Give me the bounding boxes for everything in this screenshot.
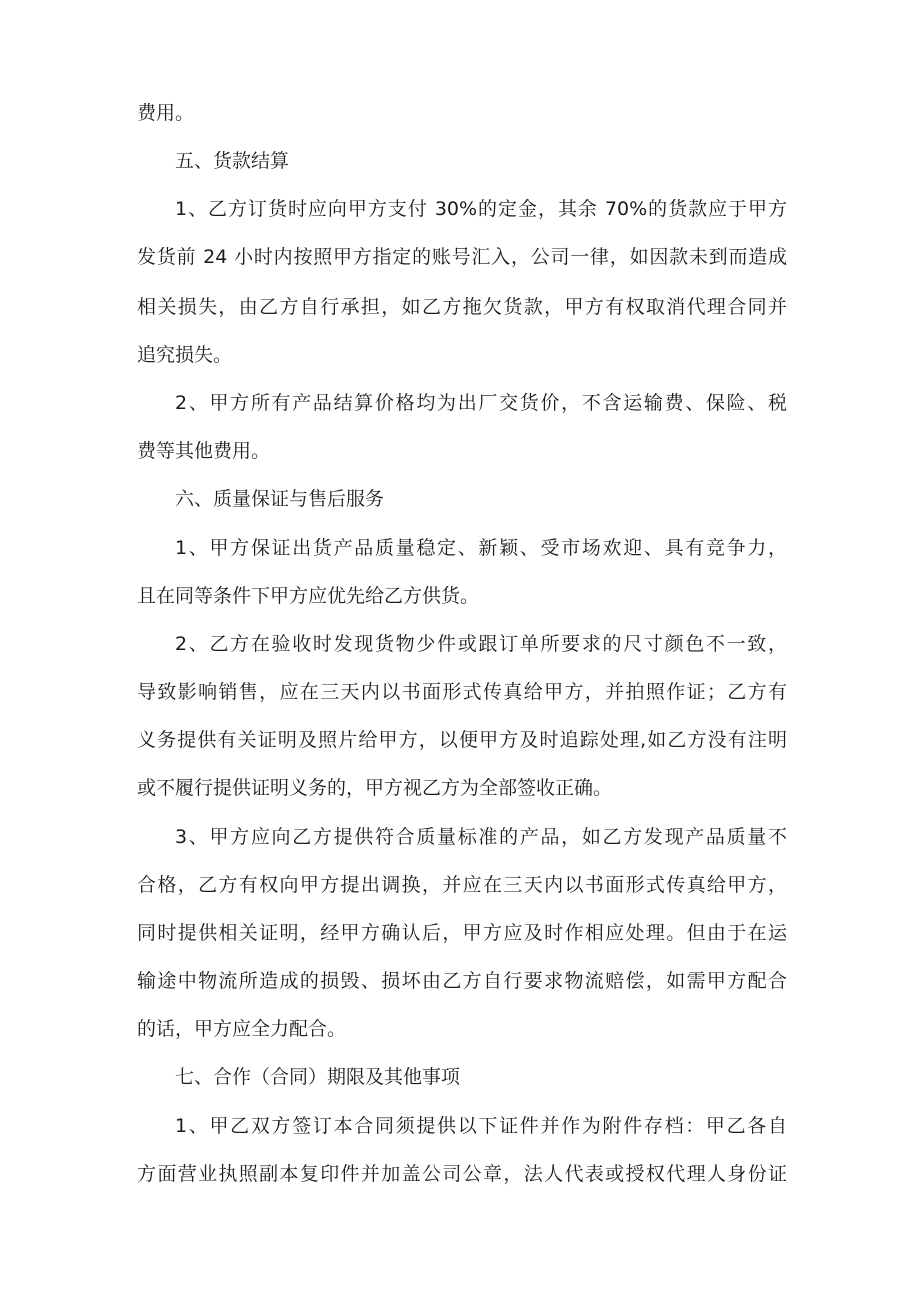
paragraph-line: 1、乙方订货时应向甲方支付 30%的定金，其余 70%的货款应于甲方 (175, 198, 787, 220)
section-heading: 五、货款结算 (175, 150, 290, 172)
paragraph-line: 追究损失。 (137, 344, 233, 366)
paragraph-line: 的话，甲方应全力配合。 (137, 1018, 347, 1040)
paragraph-line: 同时提供相关证明，经甲方确认后，甲方应及时作相应处理。但由于在运 (137, 922, 787, 944)
paragraph-line: 费等其他费用。 (137, 440, 271, 462)
paragraph-line: 义务提供有关证明及照片给甲方，以便甲方及时追踪处理,如乙方没有注明 (137, 729, 787, 751)
section-heading: 六、质量保证与售后服务 (175, 488, 385, 510)
paragraph-line: 且在同等条件下甲方应优先给乙方供货。 (137, 585, 480, 607)
paragraph-line: 发货前 24 小时内按照甲方指定的账号汇入，公司一律，如因款未到而造成 (137, 246, 787, 268)
paragraph-line: 相关损失，由乙方自行承担，如乙方拖欠货款，甲方有权取消代理合同并 (137, 296, 787, 318)
paragraph-line: 2、甲方所有产品结算价格均为出厂交货价，不含运输费、保险、税 (175, 392, 787, 414)
paragraph-line: 1、甲方保证出货产品质量稳定、新颖、受市场欢迎、具有竞争力， (175, 537, 787, 559)
paragraph-line: 2、乙方在验收时发现货物少件或跟订单所要求的尺寸颜色不一致， (175, 633, 787, 655)
paragraph-line: 费用。 (137, 102, 195, 124)
paragraph-line: 方面营业执照副本复印件并加盖公司公章，法人代表或授权代理人身份证 (137, 1163, 787, 1185)
section-heading: 七、合作（合同）期限及其他事项 (175, 1066, 461, 1088)
paragraph-line: 输途中物流所造成的损毁、损坏由乙方自行要求物流赔偿，如需甲方配合 (137, 970, 787, 992)
paragraph-line: 或不履行提供证明义务的，甲方视乙方为全部签收正确。 (137, 777, 613, 799)
paragraph-line: 合格，乙方有权向甲方提出调换，并应在三天内以书面形式传真给甲方， (137, 874, 787, 896)
paragraph-line: 1、甲乙双方签订本合同须提供以下证件并作为附件存档：甲乙各自 (175, 1115, 787, 1137)
paragraph-line: 3、甲方应向乙方提供符合质量标准的产品，如乙方发现产品质量不 (175, 826, 787, 848)
paragraph-line: 导致影响销售，应在三天内以书面形式传真给甲方，并拍照作证；乙方有 (137, 681, 787, 703)
